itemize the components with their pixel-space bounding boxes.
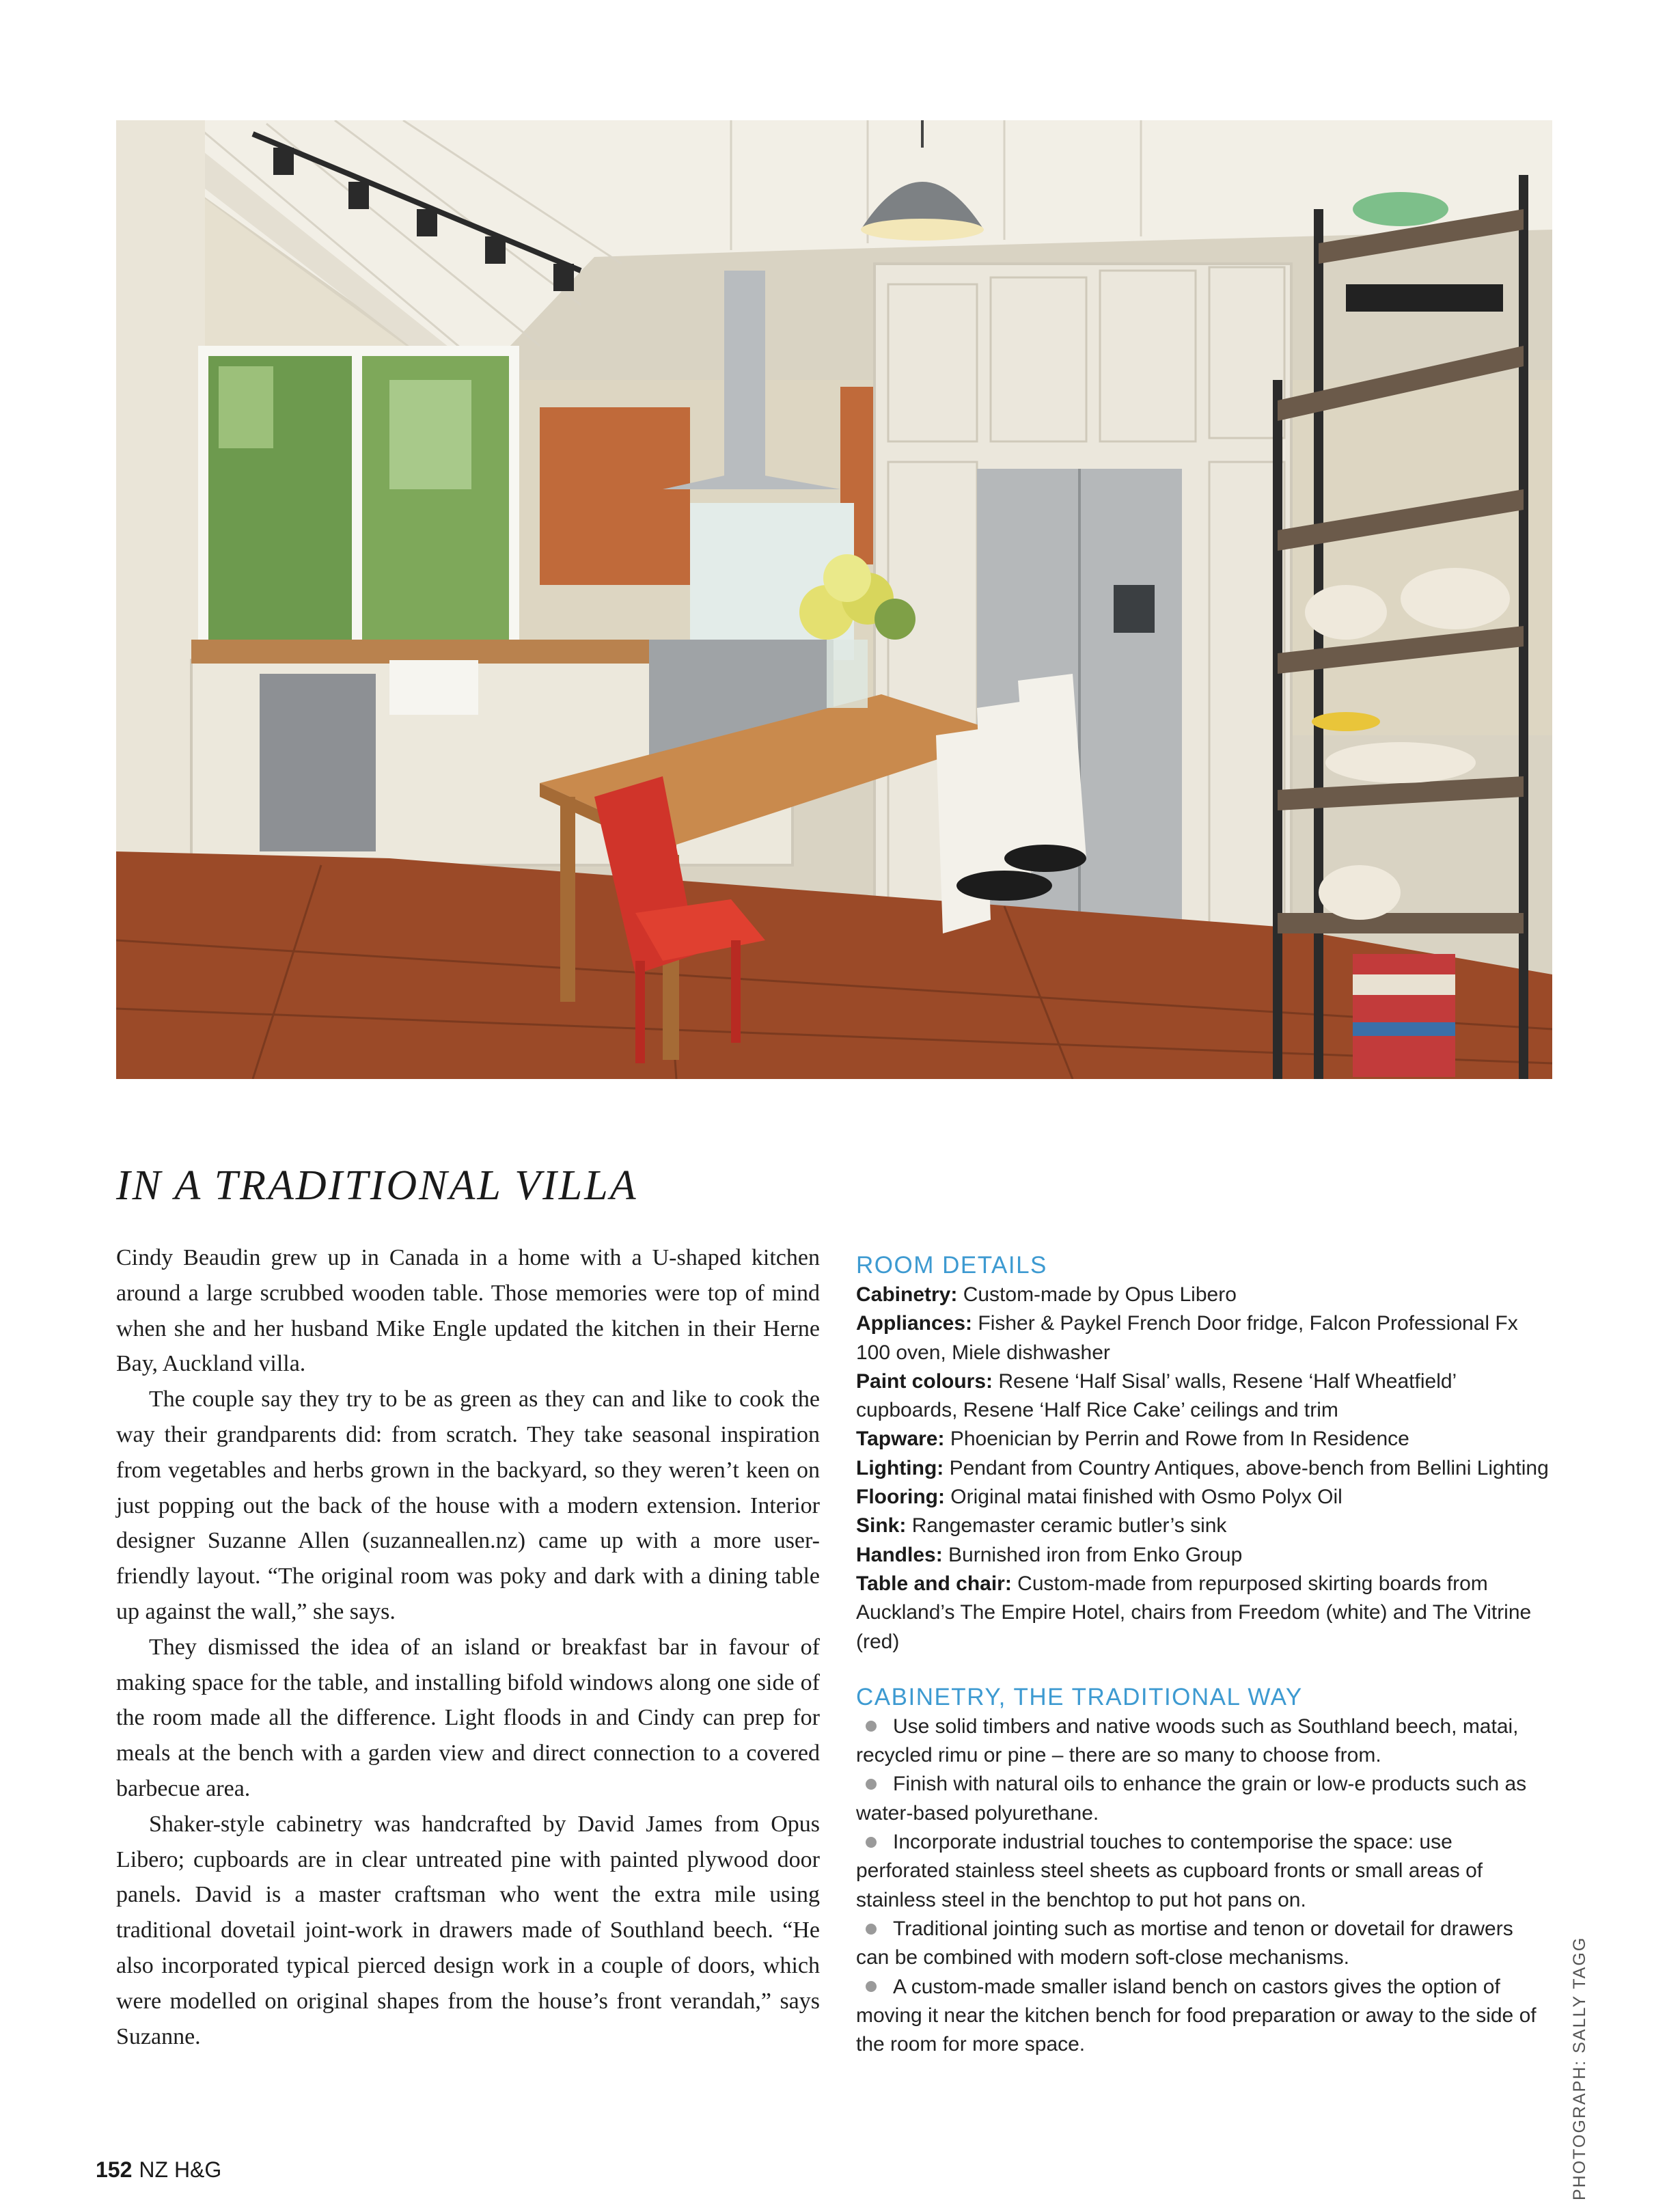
sidebar [856, 1251, 1550, 2059]
tip-item [856, 1770, 1550, 1828]
room-detail-item [856, 1483, 1550, 1512]
article-body [116, 1240, 820, 2054]
detail-label: Appliances: [856, 1312, 973, 1335]
bullet-icon [866, 1837, 877, 1848]
detail-text: Burnished iron from Enko Group [942, 1543, 1243, 1566]
detail-text: Phoenician by Perrin and Rowe from In Residence [944, 1428, 1409, 1451]
body-paragraph: Cindy Beaudin grew up in Canada in a home with a U-shaped kitchen around a large scrubbed wooden table. Those memories were top of mind when she and her husband Mike Engle updated the kitchen in their Herne Bay, Auckland villa. [116, 1245, 820, 1377]
bullet-icon [866, 1721, 877, 1732]
detail-text: Resene ‘Half Sisal’ walls, Resene ‘Half Wheatfield’ cupboards, Resene ‘Half Rice Cake’ ceilings and trim [856, 1369, 1457, 1422]
room-detail-item [856, 1309, 1550, 1367]
tip-item [856, 1915, 1550, 1973]
tip-text: Traditional jointing such as mortise and tenon or dovetail for drawers can be combined with modern soft-close mechanisms. [856, 1917, 1513, 1969]
cabinetry-tips-title: CABINETRY, THE TRADITIONAL WAY [856, 1683, 1303, 1710]
detail-text: Fisher & Paykel French Door fridge, Falcon Professional Fx 100 oven, Miele dishwasher [856, 1312, 1518, 1364]
room-detail-item [856, 1425, 1550, 1453]
body-paragraph: The couple say they try to be as green as they can and like to cook the way their grandparents did: from scratch. They take seasonal inspiration from vegetables and herbs grown in the backyard, so they weren’t keen on just popping out the back of the house with a modern extension. Interior designer Suzanne Allen (suzanneallen.nz) came up with a more user-friendly layout. “The original room was poky and dark with a dining table up against the wall,” she says. [116, 1387, 820, 1624]
bullet-icon [866, 1924, 877, 1935]
page-folio [96, 2157, 221, 2183]
article-heading: IN A TRADITIONAL VILLA [116, 1162, 638, 1209]
publication-name: NZ H&G [139, 2157, 222, 2182]
detail-label: Lighting: [856, 1456, 944, 1479]
body-paragraph: They dismissed the idea of an island or breakfast bar in favour of making space for the table, and installing bifold windows along one side of the room made all the difference. Light floods in and Cindy can prep for meals at the bench with a garden view and direct connection to a covered barbecue area. [116, 1634, 820, 1801]
room-details-title: ROOM DETAILS [856, 1252, 1047, 1279]
photo-credit: PHOTOGRAPH: SALLY TAGG [1570, 1936, 1589, 2200]
detail-label: Tapware: [856, 1428, 945, 1451]
kitchen-photo [116, 120, 1552, 1079]
detail-label: Sink: [856, 1514, 907, 1538]
detail-label: Table and chair: [856, 1572, 1012, 1595]
detail-text: Original matai finished with Osmo Polyx Oil [944, 1486, 1342, 1509]
tip-text: Use solid timbers and native woods such as Southland beech, matai, recycled rimu or pine – there are so many to choose from. [856, 1715, 1519, 1767]
room-details-list [856, 1281, 1550, 1656]
detail-text: Pendant from Country Antiques, above-bench from Bellini Lighting [944, 1456, 1549, 1479]
bullet-icon [866, 1981, 877, 1992]
detail-label: Flooring: [856, 1486, 945, 1509]
tip-item [856, 1712, 1550, 1771]
tip-text: A custom-made smaller island bench on castors gives the option of moving it near the kitchen bench for food preparation or away to the side of the room for more space. [856, 1975, 1537, 2056]
detail-label: Handles: [856, 1543, 943, 1566]
tip-text: Finish with natural oils to enhance the grain or low-e products such as water-based polyurethane. [856, 1773, 1527, 1825]
tip-item [856, 1828, 1550, 1915]
page-number: 152 [96, 2157, 133, 2182]
room-detail-item [856, 1367, 1550, 1425]
body-paragraph: Shaker-style cabinetry was handcrafted by David James from Opus Libero; cupboards are in clear untreated pine with painted plywood door panels. David is a master craftsman who went the extra mile using traditional dovetail joint-work in drawers made of Southland beech. “He also incorporated typical pierced design work in a couple of doors, which were modelled on original shapes from the house’s front verandah,” says Suzanne. [116, 1811, 820, 2049]
room-detail-item [856, 1541, 1550, 1570]
cabinetry-tips [856, 1682, 1550, 2060]
room-detail-item [856, 1281, 1550, 1309]
room-detail-item [856, 1454, 1550, 1483]
bullet-icon [866, 1779, 877, 1790]
detail-label: Cabinetry: [856, 1283, 958, 1306]
detail-text: Rangemaster ceramic butler’s sink [906, 1514, 1227, 1538]
room-detail-item [856, 1512, 1550, 1540]
detail-label: Paint colours: [856, 1369, 993, 1393]
tip-item [856, 1973, 1550, 2060]
detail-text: Custom-made by Opus Libero [957, 1283, 1237, 1306]
tip-text: Incorporate industrial touches to contemporise the space: use perforated stainless steel sheets as cupboard fronts or small areas of stainless steel in the benchtop to put hot pans on. [856, 1831, 1483, 1911]
detail-text: Custom-made from repurposed skirting boards from Auckland’s The Empire Hotel, chairs from Freedom (white) and The Vitrine (red) [856, 1572, 1532, 1653]
room-detail-item [856, 1570, 1550, 1656]
